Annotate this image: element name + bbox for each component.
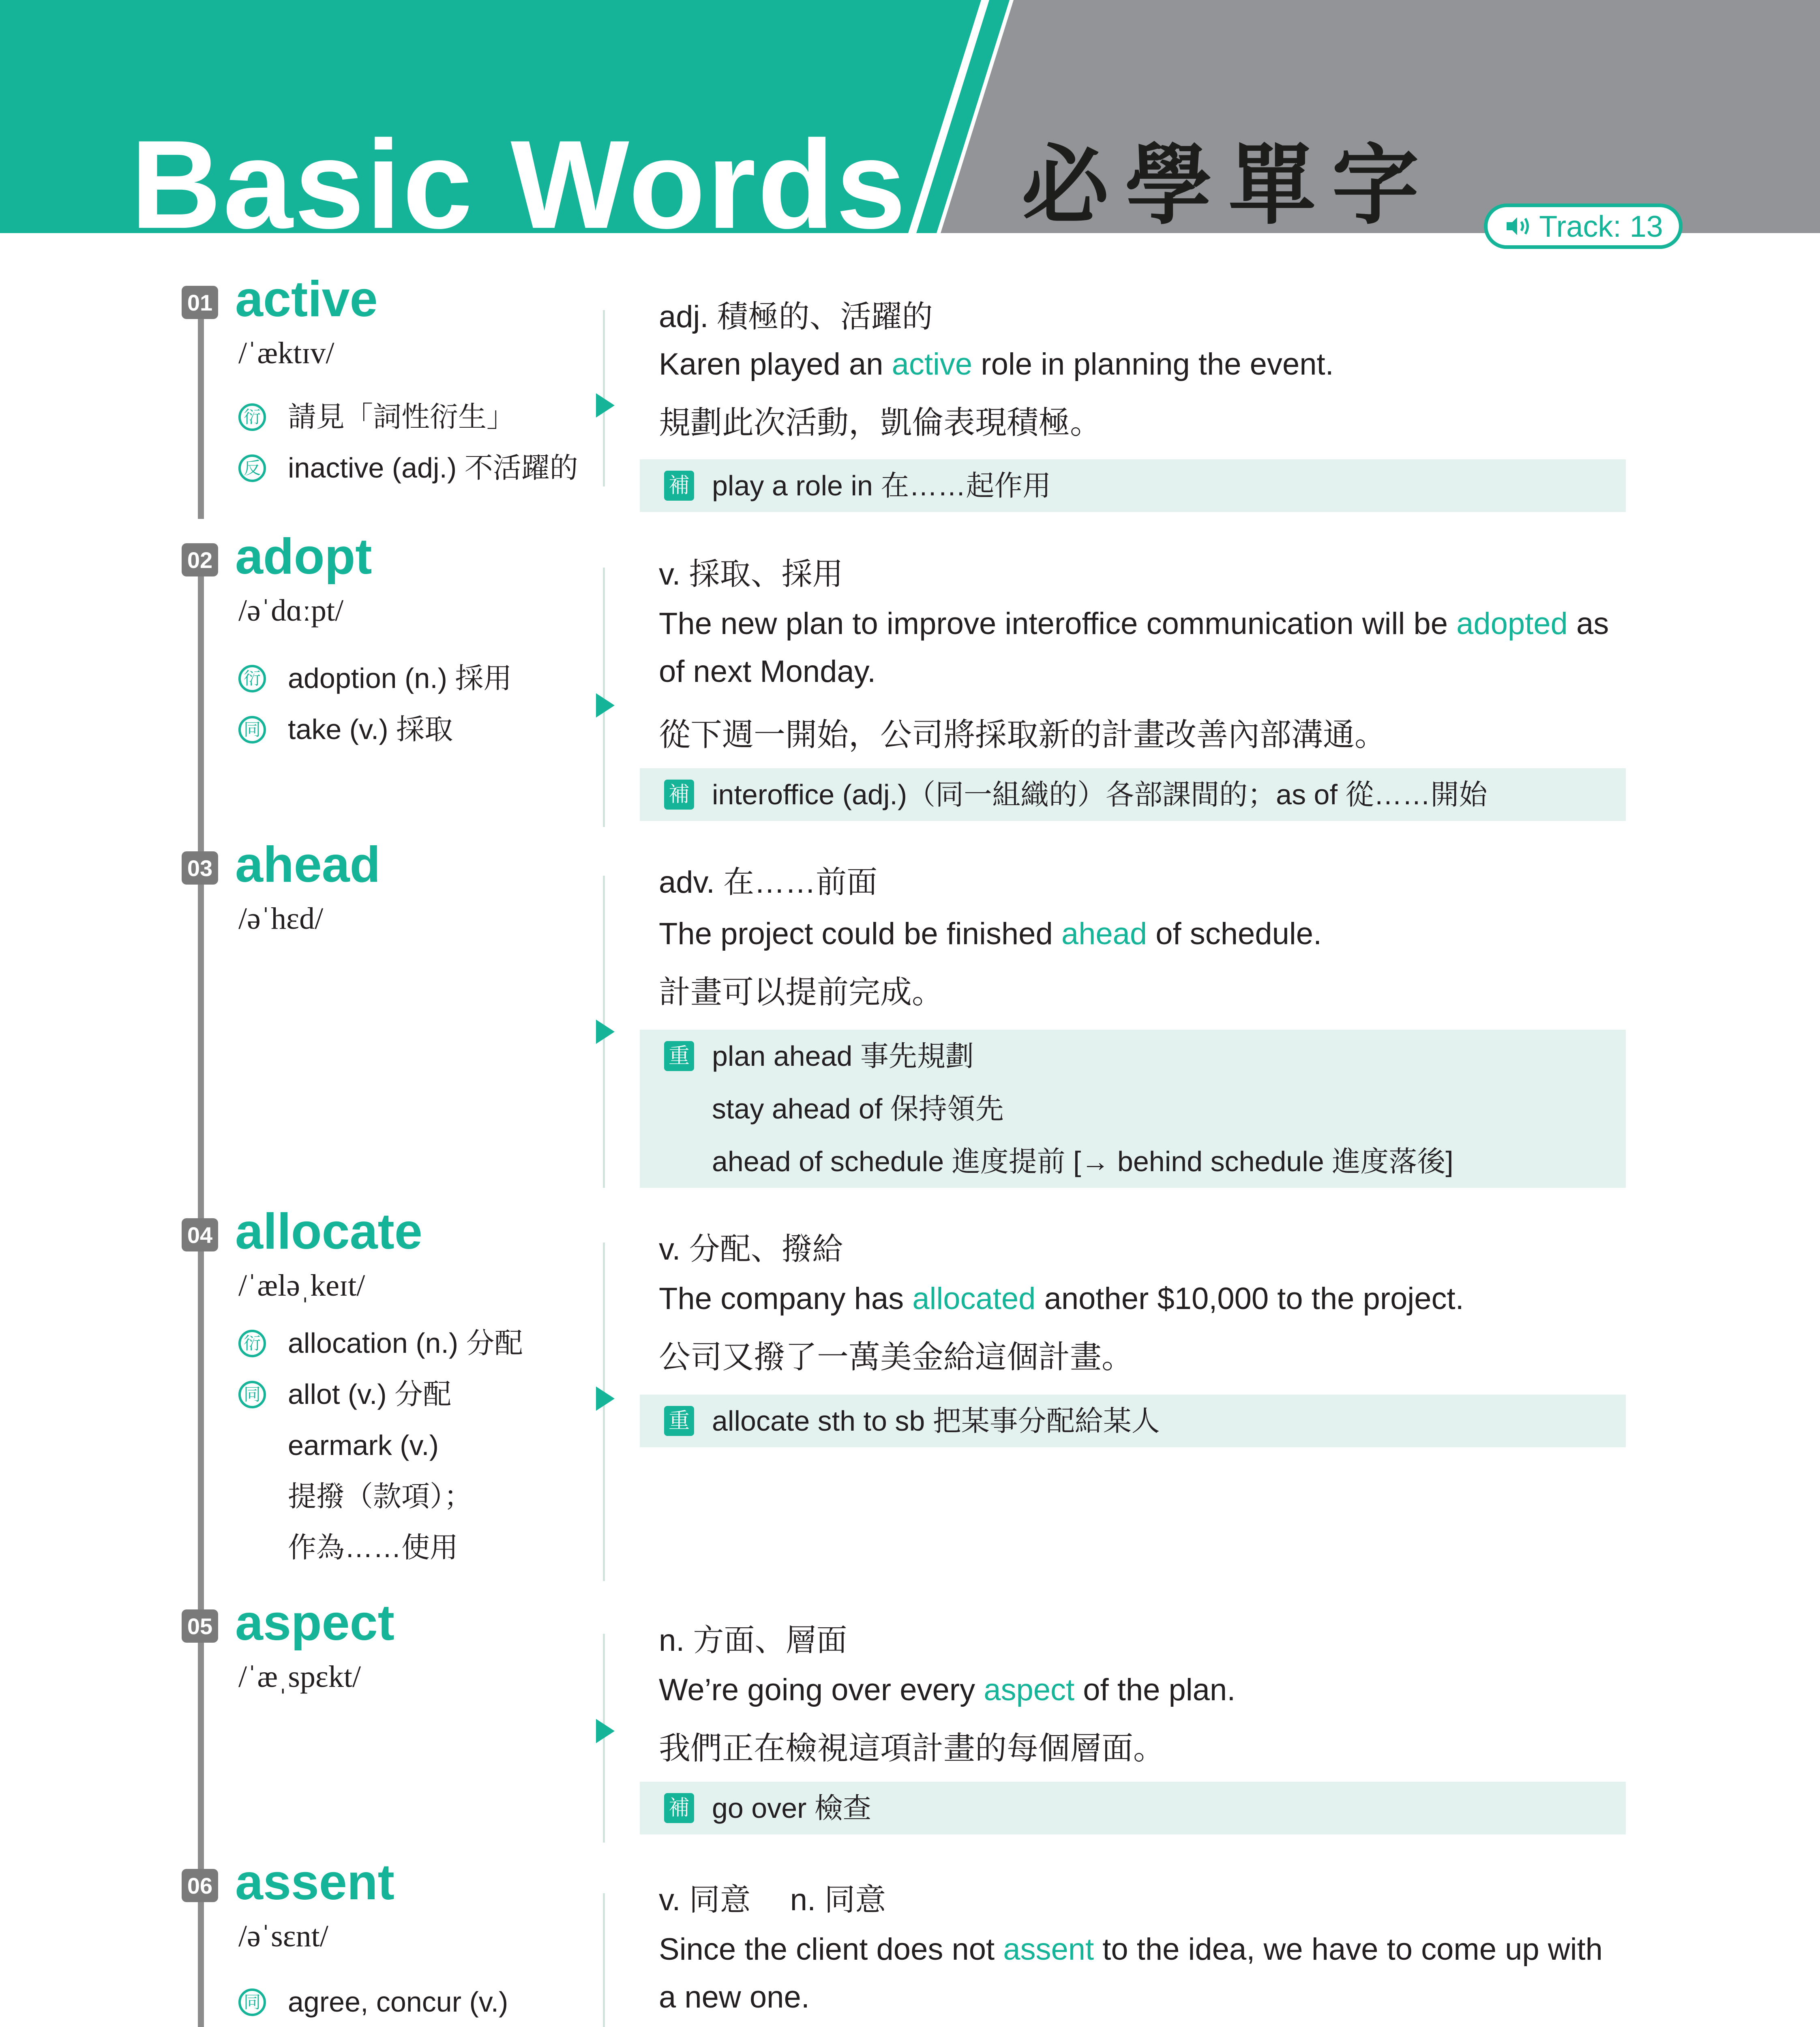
example-sentence: The company has allocated another $10,000 to the project. xyxy=(659,1281,1464,1316)
derivative-icon: 衍 xyxy=(238,403,266,431)
part-of-speech: adv. 在……前面 xyxy=(659,865,878,900)
example-sentence: Since the client does not assent to the idea, we have to come up with a new one. xyxy=(659,1932,1603,2014)
arrow-icon xyxy=(596,1386,615,1411)
note-box xyxy=(640,459,1626,512)
entry-aspect xyxy=(0,1595,1820,1851)
example-sentence: The new plan to improve interoffice communication will be adopted as of next Monday. xyxy=(659,606,1609,689)
arrow-icon xyxy=(596,393,615,418)
synonym-icon: 同 xyxy=(238,1988,266,2016)
derivative-icon: 衍 xyxy=(238,665,266,692)
key-phrase-icon: 重 xyxy=(664,1041,694,1071)
headword: assent xyxy=(235,1854,394,1910)
supplement-icon: 補 xyxy=(664,1793,694,1823)
divider xyxy=(603,1243,605,1581)
entry-bar xyxy=(198,568,204,859)
entry-ahead xyxy=(0,837,1820,1198)
entry-bar xyxy=(198,1634,204,1873)
related-words xyxy=(238,653,603,755)
note-row: 補 go over 檢查 xyxy=(640,1782,1626,1834)
related-row: 同 agree, concur (v.) xyxy=(238,1976,603,2027)
arrow-icon xyxy=(596,1020,615,1044)
track-button[interactable] xyxy=(1484,204,1683,249)
translation: 公司又撥了一萬美金給這個計畫。 xyxy=(659,1339,1134,1375)
related-row: 衍 allocation (n.) 分配 xyxy=(238,1318,603,1369)
example-sentence: Karen played an active role in planning the event. xyxy=(659,347,1334,381)
part-of-speech: v. 同意 n. 同意 xyxy=(659,1883,886,1917)
translation: 從下週一開始，公司將採取新的計畫改善內部溝通。 xyxy=(659,717,1387,752)
title-chinese: 必學單字 xyxy=(1022,137,1435,233)
divider xyxy=(603,1893,605,2027)
arrow-icon xyxy=(596,693,615,718)
entry-number: 05 xyxy=(182,1609,218,1643)
headword: active xyxy=(235,271,378,327)
pronunciation: /ˈæˌspɛkt/ xyxy=(238,1660,361,1694)
headword: adopt xyxy=(235,529,372,585)
note-box xyxy=(640,1030,1626,1188)
related-row: earmark (v.) xyxy=(288,1429,439,1461)
note-box xyxy=(640,1782,1626,1834)
part-of-speech: v. 分配、撥給 xyxy=(659,1232,843,1266)
note-box xyxy=(640,768,1626,821)
synonym-icon: 同 xyxy=(238,1381,266,1408)
entry-number: 04 xyxy=(182,1218,218,1251)
related-words xyxy=(238,391,603,493)
headword: aspect xyxy=(235,1595,394,1651)
note-row: 補 interoffice (adj.)（同一組織的）各部課間的；as of 從……開始 xyxy=(640,768,1626,821)
related-words xyxy=(238,1318,603,1573)
entry-assent xyxy=(0,1854,1820,2027)
entry-bar xyxy=(198,1243,204,1613)
pronunciation: /əˈsɛnt/ xyxy=(238,1919,328,1953)
entry-bar xyxy=(198,876,204,1220)
example-sentence: The project could be finished ahead of schedule. xyxy=(659,917,1322,951)
related-row: 反 inactive (adj.) 不活躍的 xyxy=(238,442,603,493)
arrow-icon xyxy=(596,1719,615,1743)
derivative-icon: 衍 xyxy=(238,1330,266,1357)
pronunciation: /ˈæktɪv/ xyxy=(238,336,334,370)
entry-number: 02 xyxy=(182,543,218,576)
entry-allocate xyxy=(0,1204,1820,1593)
track-label: Track: 13 xyxy=(1539,209,1663,243)
synonym-icon: 同 xyxy=(238,716,266,744)
key-phrase-icon: 重 xyxy=(664,1406,694,1436)
note-row: 重 plan ahead 事先規劃 xyxy=(640,1030,1626,1082)
entry-number: 06 xyxy=(182,1869,218,1902)
entry-number: 03 xyxy=(182,851,218,885)
related-row: 提撥（款項）； xyxy=(288,1481,472,1512)
related-row: 衍 請見「詞性衍生」 xyxy=(238,391,603,442)
note-row: 補 play a role in 在……起作用 xyxy=(640,459,1626,512)
example-sentence: We’re going over every aspect of the plan. xyxy=(659,1673,1236,1707)
pronunciation: /ˈæləˌkeɪt/ xyxy=(238,1268,365,1303)
related-row: 同 allot (v.) 分配 xyxy=(238,1369,603,1420)
related-row: 同 take (v.) 採取 xyxy=(238,704,603,755)
translation: 規劃此次活動，凱倫表現積極。 xyxy=(659,405,1102,440)
entry-active xyxy=(0,271,1820,519)
part-of-speech: v. 採取、採用 xyxy=(659,557,843,591)
headword: ahead xyxy=(235,837,381,893)
part-of-speech: adj. 積極的、活躍的 xyxy=(659,300,933,334)
audio-icon xyxy=(1503,212,1532,240)
related-row: 作為……使用 xyxy=(288,1532,458,1563)
entry-number: 01 xyxy=(182,286,218,319)
translation: 計畫可以提前完成。 xyxy=(659,974,944,1010)
note-row: ahead of schedule 進度提前 [→ behind schedule 進度落後] xyxy=(712,1146,1453,1177)
related-words xyxy=(238,1976,603,2027)
title-english: Basic Words xyxy=(131,114,908,233)
note-row: 重 allocate sth to sb 把某事分配給某人 xyxy=(640,1395,1626,1447)
headword: allocate xyxy=(235,1204,422,1260)
pronunciation: /əˈhɛd/ xyxy=(238,902,324,936)
supplement-icon: 補 xyxy=(664,780,694,810)
entry-adopt xyxy=(0,529,1820,837)
related-row: 衍 adoption (n.) 採用 xyxy=(238,653,603,704)
part-of-speech: n. 方面、層面 xyxy=(659,1623,847,1658)
antonym-icon: 反 xyxy=(238,454,266,482)
supplement-icon: 補 xyxy=(664,471,694,501)
translation: 我們正在檢視這項計畫的每個層面。 xyxy=(659,1730,1165,1766)
note-box xyxy=(640,1395,1626,1447)
entry-bar xyxy=(198,310,204,519)
pronunciation: /əˈdɑːpt/ xyxy=(238,594,344,628)
note-row: stay ahead of 保持領先 xyxy=(712,1093,1004,1125)
entry-bar xyxy=(198,1893,204,2027)
page-header xyxy=(0,0,1820,233)
